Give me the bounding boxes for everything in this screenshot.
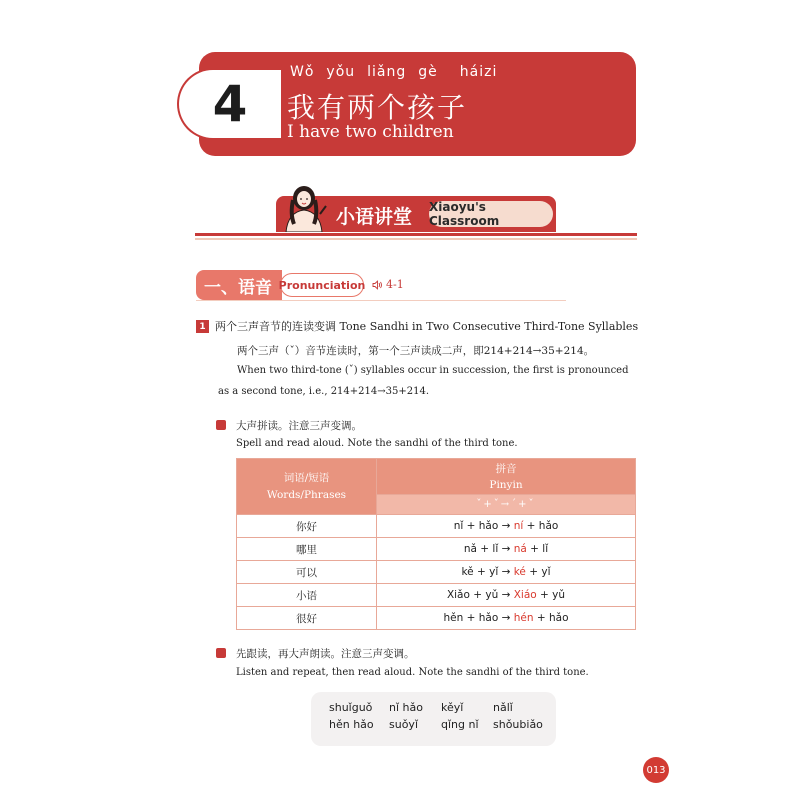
audio-track[interactable] (372, 278, 404, 291)
pinyin-word: liǎng (367, 64, 407, 80)
tone-sandhi-table (236, 458, 636, 630)
column-header-words-en: Words/Phrases (266, 488, 347, 501)
table-cell-pinyin (377, 584, 636, 607)
classroom-divider (195, 233, 637, 236)
section-title-pill (280, 273, 364, 297)
pinyin-changed: ná (513, 543, 527, 555)
table-row (237, 584, 636, 607)
pinyin-changed: Xiáo (513, 589, 537, 601)
table-row (237, 515, 636, 538)
pinyin-word: gè (418, 64, 438, 80)
practice-word: nǎlǐ (493, 701, 513, 714)
section-heading-background (196, 270, 282, 300)
pinyin-word: Wǒ (290, 64, 315, 80)
column-header-words (237, 459, 377, 515)
table-cell-pinyin (377, 561, 636, 584)
practice-word-box (311, 692, 556, 746)
pinyin-original: Xiǎo + yǔ → (446, 589, 511, 601)
pinyin-original: nǎ + lǐ → (463, 543, 511, 555)
column-header-pinyin-en: Pinyin (489, 478, 523, 491)
section-heading (196, 270, 566, 300)
practice-word: shuǐguǒ (329, 701, 373, 714)
lesson-number-box (177, 68, 281, 140)
pinyin-word: háizi (459, 64, 498, 80)
practice-word: hěn hǎo (329, 718, 374, 731)
lesson-title-chinese: 我有两个孩子 (287, 91, 468, 124)
pinyin-changed: ké (513, 566, 526, 578)
section-divider (196, 300, 566, 301)
pinyin-original: kě + yǐ → (461, 566, 511, 578)
exercise1-instruction-english: Spell and read aloud. Note the sandhi of the third tone. (236, 438, 518, 449)
classroom-title-english: Xiaoyu's Classroom (429, 200, 500, 228)
table-row (237, 607, 636, 630)
lesson-title-english: I have two children (287, 122, 454, 142)
exercise2-instruction-chinese: 先跟读，再大声朗读。注意三声变调。 (236, 648, 415, 660)
exercise-bullet (216, 648, 226, 658)
practice-word: suǒyǐ (389, 718, 418, 731)
speaker-icon (372, 280, 383, 290)
column-header-pinyin (377, 459, 636, 495)
section-title-chinese: 一、语音 (204, 278, 272, 298)
exercise2-instruction-english: Listen and repeat, then read aloud. Note the sandhi of the third tone. (236, 667, 589, 678)
item-title: 两个三声音节的连读变调 Tone Sandhi in Two Consecutive Third-Tone Syllables (215, 320, 639, 333)
pinyin-word: yǒu (326, 64, 356, 80)
classroom-title-pill (429, 201, 553, 227)
exercise-bullet (216, 420, 226, 430)
page-number: 013 (643, 757, 669, 783)
pinyin-rest: + lǐ (530, 543, 549, 555)
table-row (237, 561, 636, 584)
audio-track-number: 4-1 (386, 278, 404, 291)
explanation-english: When two third-tone (ˇ) syllables occur in succession, the first is pronounced as a second tone, i.e., 214+214→35+214. (218, 365, 629, 397)
table-cell-pinyin (377, 607, 636, 630)
item-number-badge: 1 (196, 320, 209, 333)
table-row (237, 538, 636, 561)
teacher-illustration-icon (276, 184, 332, 232)
table-header-row (237, 459, 636, 495)
table-cell-word: 你好 (237, 515, 377, 538)
table-cell-word: 很好 (237, 607, 377, 630)
pinyin-original: hěn + hǎo → (443, 612, 511, 624)
lesson-header (177, 52, 636, 156)
practice-word: nǐ hǎo (389, 701, 423, 714)
table-cell-pinyin (377, 515, 636, 538)
table-cell-pinyin (377, 538, 636, 561)
table-cell-word: 可以 (237, 561, 377, 584)
lesson-number: 4 (212, 75, 248, 133)
pinyin-rest: + hǎo (526, 520, 559, 532)
exercise1-instruction-chinese: 大声拼读。注意三声变调。 (236, 420, 362, 432)
table-cell-word: 哪里 (237, 538, 377, 561)
pinyin-rest: + yǔ (540, 589, 566, 601)
classroom-banner (276, 196, 556, 232)
practice-word: kěyǐ (441, 701, 464, 714)
explanation-chinese: 两个三声（ˇ）音节连读时，第一个三声读成二声，即214+214→35+214。 (237, 345, 595, 357)
pinyin-changed: hén (513, 612, 534, 624)
practice-word: qǐng nǐ (441, 718, 479, 731)
classroom-title-chinese: 小语讲堂 (336, 206, 413, 228)
pinyin-original: nǐ + hǎo → (453, 520, 511, 532)
column-header-words-cn: 词语/短语 (283, 471, 330, 484)
lesson-title-pinyin (290, 64, 509, 80)
pinyin-rest: + yǐ (529, 566, 551, 578)
column-header-pinyin-cn: 拼音 (495, 462, 517, 475)
table-cell-word: 小语 (237, 584, 377, 607)
classroom-divider-light (195, 238, 637, 240)
column-subheader-tone-rule: ˇ+ˇ→ˊ+ˇ (377, 495, 636, 515)
section-title-english: Pronunciation (278, 278, 366, 292)
pinyin-changed: ní (513, 520, 524, 532)
pinyin-rest: + hǎo (536, 612, 569, 624)
practice-word-grid (329, 701, 553, 731)
practice-word: shǒubiǎo (493, 718, 543, 731)
